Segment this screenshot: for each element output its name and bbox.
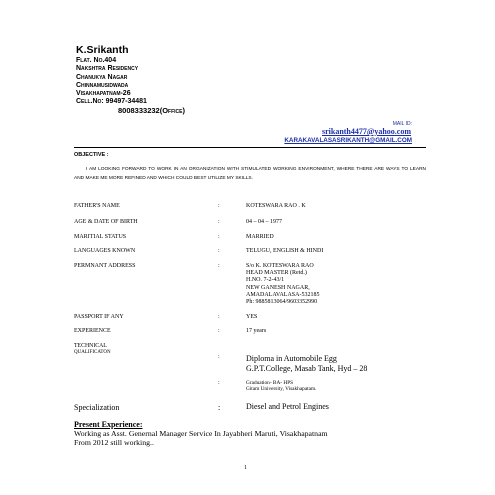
- graduation-line: Graduation- BA- HPS: [246, 380, 294, 386]
- address-line: NEW GANESH NAGAR,: [246, 284, 310, 291]
- address-line: Ph: 9885813064/9603352990: [246, 299, 318, 306]
- address-line: Chinnamusidwada: [76, 81, 129, 89]
- candidate-name: K.Srikanth: [76, 44, 129, 56]
- detail-value: 17 years: [246, 328, 267, 334]
- detail-label: TECHNICAL: [74, 343, 107, 349]
- experience-line: Working as Asst. Genernal Manager Service In Jayabheri Maruti, Visakhapatnam: [74, 429, 328, 438]
- detail-label: EXPERIENCE: [74, 328, 111, 334]
- diploma-line: G.P.T.College, Masab Tank, Hyd – 28: [246, 364, 368, 373]
- detail-colon: :: [218, 403, 221, 412]
- address-line: S/o K. KOTESWARA RAO: [246, 263, 314, 269]
- present-experience-heading: Present Experience:: [74, 420, 143, 429]
- diploma-line: Diploma in Automobile Egg: [246, 354, 337, 363]
- detail-label: LANGUAGES KNOWN: [74, 248, 136, 254]
- detail-label: Specialization: [74, 403, 120, 412]
- detail-label: PASSPORT IF ANY: [74, 314, 124, 320]
- address-line: HEAD MASTER (Retd.): [246, 270, 307, 277]
- detail-label: MARITIAL STATUS: [74, 234, 127, 240]
- detail-colon: :: [218, 380, 220, 386]
- detail-colon: :: [218, 263, 220, 269]
- detail-label: AGE & DATE OF BIRTH: [74, 219, 138, 225]
- detail-value: Diesel and Petrol Engines: [246, 402, 329, 411]
- present-experience-text: [74, 429, 328, 447]
- experience-line: From 2012 still working..: [74, 438, 154, 447]
- detail-colon: :: [218, 219, 220, 225]
- detail-value: 04 – 04 – 1977: [246, 219, 282, 225]
- graduation-value: [246, 380, 316, 393]
- detail-value: KOTESWARA RAO . K: [246, 203, 306, 209]
- objective-text: I AM LOOKING FORWARD TO WORK IN AN ORGANIZATION WITH STIMULATED WORKING ENVIRONMENT, WHERE THERE ARE WAYS TO LEARN AND MAKE ME MORE REFINED AND WHICH COULD BEST UTILIZE MY SKILLS.: [74, 167, 426, 181]
- contact-address: [76, 57, 185, 115]
- address-line: Nakshtra Residency: [76, 65, 139, 73]
- office-phone: 8008333232(Office): [118, 105, 185, 115]
- address-line: AMADALAVALASA-532185: [246, 291, 320, 298]
- detail-label: FATHER'S NAME: [74, 203, 120, 209]
- detail-label: PERMNANT ADDRESS: [74, 263, 136, 269]
- cell-number: Cell.No: 99497-34481: [76, 98, 147, 106]
- detail-colon: :: [218, 234, 220, 240]
- detail-label: QUALIFICATON: [74, 349, 111, 355]
- page-number: 1: [244, 465, 247, 471]
- detail-colon: :: [218, 328, 220, 334]
- detail-colon: :: [218, 203, 220, 209]
- address-line: Chanukya Nagar: [76, 73, 128, 81]
- detail-value: TELUGU, ENGLISH & HINDI: [246, 248, 324, 254]
- permanent-address-value: [246, 263, 319, 306]
- email-link-yahoo[interactable]: srikanth4477@yahoo.com: [321, 127, 411, 136]
- detail-colon: :: [218, 354, 220, 360]
- detail-colon: :: [218, 248, 220, 254]
- address-line: Visakhapatnam-26: [76, 90, 131, 98]
- detail-value: YES: [246, 314, 258, 320]
- address-line: H.NO. 7-2-43/1: [246, 277, 285, 284]
- email-link-gmail[interactable]: KARAKAVALASASRIKANTH@GMAIL.COM: [284, 137, 412, 144]
- detail-value: MARRIED: [246, 234, 274, 240]
- header-divider: [74, 147, 426, 148]
- diploma-value: [246, 354, 367, 374]
- detail-colon: :: [218, 314, 220, 320]
- mail-id-label: MAIL ID:: [392, 121, 412, 127]
- graduation-line: Gitam University, Visakhapatam.: [246, 386, 317, 393]
- objective-heading: OBJECTIVE :: [74, 152, 109, 158]
- address-line: Flat. No.404: [76, 57, 117, 64]
